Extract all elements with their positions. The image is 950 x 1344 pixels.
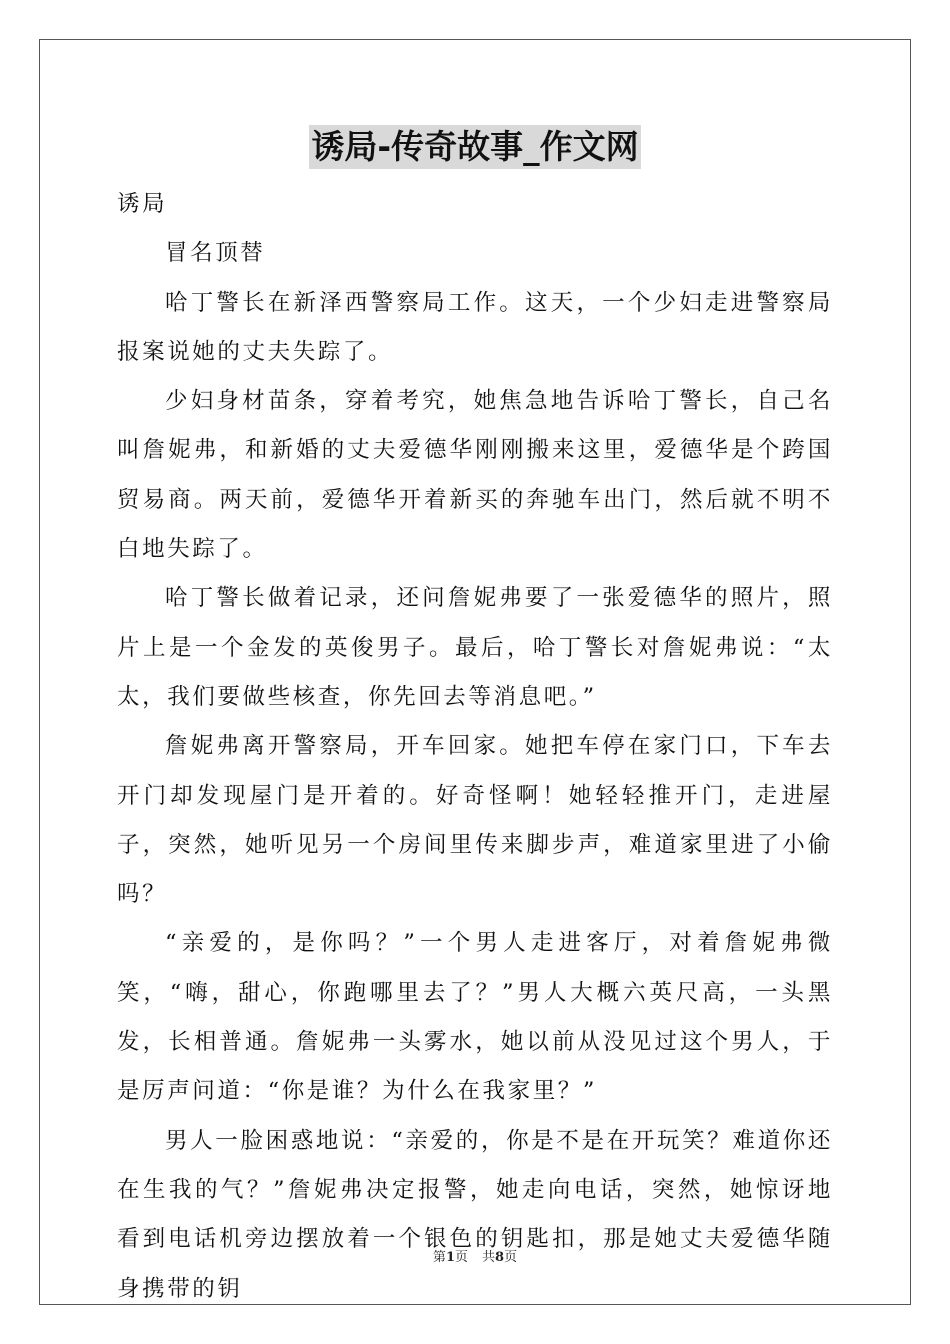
paragraph: 少妇身材苗条，穿着考究，她焦急地告诉哈丁警长，自己名叫詹妮弗，和新婚的丈夫爱德华刚刚搬来这里，爱德华是个跨国贸易商。两天前，爱德华开着新买的奔驰车出门，然后就不明不白地失踪了。 [117, 388, 833, 563]
paragraph: “亲爱的，是你吗？”一个男人走进客厅，对着詹妮弗微笑，“嗨，甜心，你跑哪里去了？”男人大概六英尺高，一头黑发，长相普通。詹妮弗一头雾水，她以前从没见过这个男人，于是厉声问道：“你是谁？为什么在我家里？” [117, 930, 833, 1105]
footer-page-number: 1 [445, 1250, 455, 1265]
footer-total-suffix: 页 [504, 1250, 518, 1265]
footer-total-pages: 8 [495, 1250, 505, 1265]
document-body [117, 180, 833, 1314]
paragraph: 哈丁警长做着记录，还问詹妮弗要了一张爱德华的照片，照片上是一个金发的英俊男子。最后，哈丁警长对詹妮弗说：“太太，我们要做些核查，你先回去等消息吧。” [117, 585, 833, 710]
footer-page-suffix: 页 [454, 1250, 468, 1265]
paragraph: 诱局 [117, 191, 168, 217]
footer-page-prefix: 第 [432, 1250, 446, 1265]
footer-total-prefix: 共 [482, 1250, 496, 1265]
paragraph: 詹妮弗离开警察局，开车回家。她把车停在家门口，下车去开门却发现屋门是开着的。好奇怪啊！她轻轻推开门，走进屋子，突然，她听见另一个房间里传来脚步声，难道家里进了小偷吗？ [117, 733, 833, 908]
paragraph: 男人一脸困惑地说：“亲爱的，你是不是在开玩笑？难道你还在生我的气？”詹妮弗决定报警，她走向电话，突然，她惊讶地看到电话机旁边摆放着一个银色的钥匙扣，那是她丈夫爱德华随身携带的钥 [117, 1127, 833, 1302]
page-title: 诱局-传奇故事_作文网 [309, 125, 640, 169]
page-footer [0, 1246, 950, 1265]
paragraph: 冒名顶替 [165, 240, 266, 267]
paragraph: 哈丁警长在新泽西警察局工作。这天，一个少妇走进警察局报案说她的丈夫失踪了。 [117, 289, 833, 365]
title-container [0, 125, 950, 169]
